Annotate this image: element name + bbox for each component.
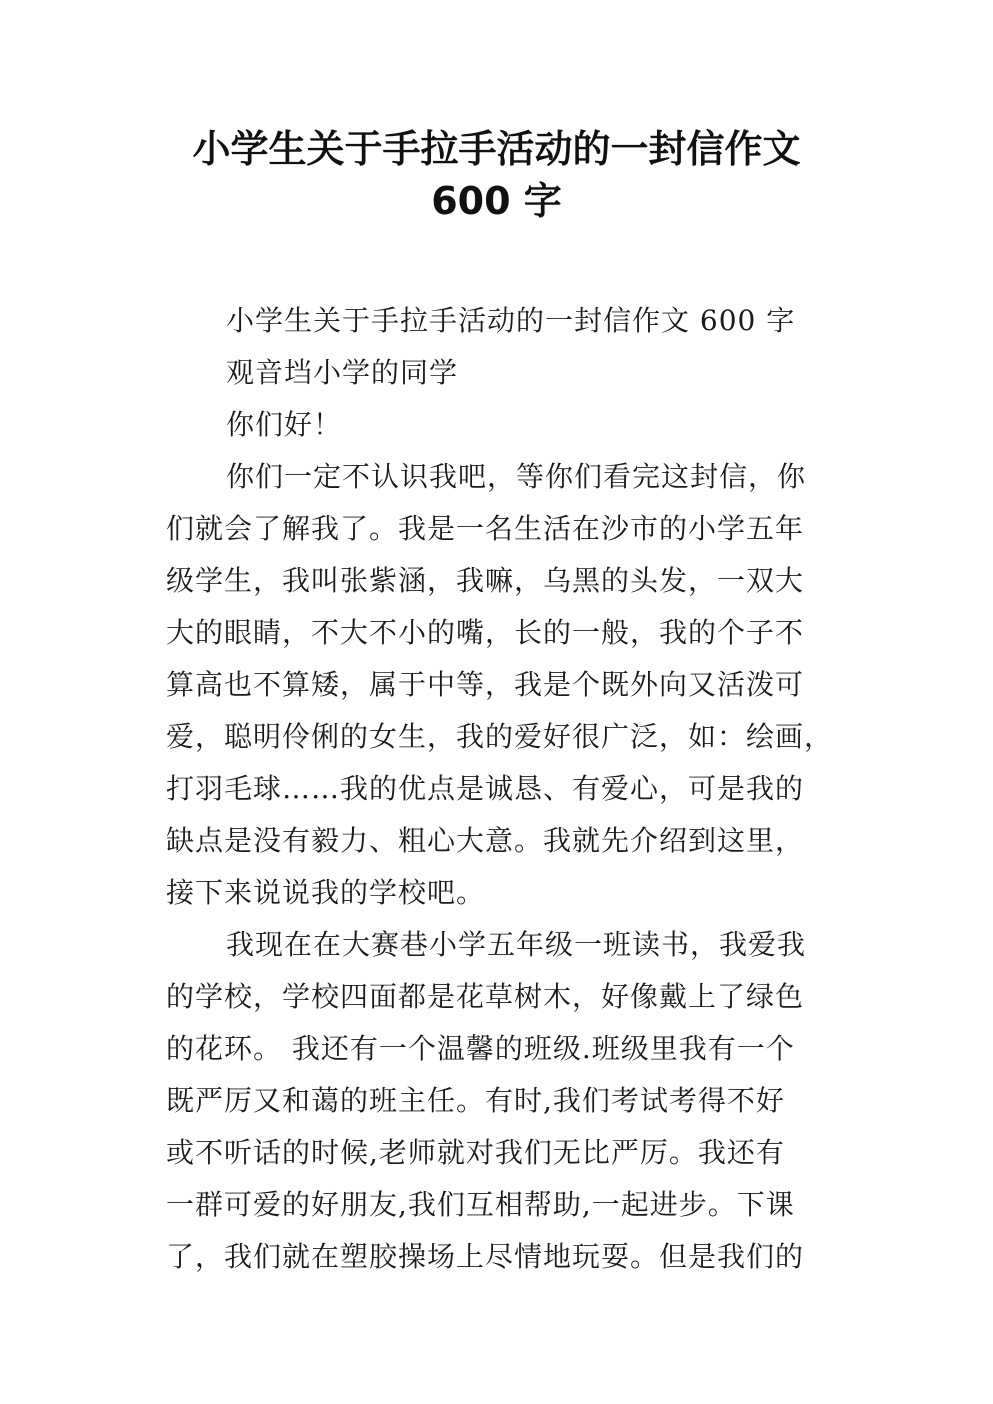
paragraph-line: 或不听话的时候,老师就对我们无比严厉。我还有 <box>166 1136 785 1169</box>
paragraph-line: 的学校，学校四面都是花草树木，好像戴上了绿色 <box>166 980 805 1013</box>
paragraph-line: 大的眼睛，不大不小的嘴，长的一般，我的个子不 <box>166 616 805 649</box>
paragraph-line: 级学生，我叫张紫涵，我嘛，乌黑的头发，一双大 <box>166 564 805 597</box>
paragraph-line: 了，我们就在塑胶操场上尽情地玩耍。但是我们的 <box>166 1240 805 1273</box>
paragraph-line: 一群可爱的好朋友,我们互相帮助,一起进步。下课 <box>166 1188 795 1221</box>
paragraph-line: 既严厉又和蔼的班主任。有时,我们考试考得不好 <box>166 1084 785 1117</box>
paragraph-line: 的花环。 我还有一个温馨的班级.班级里我有一个 <box>166 1032 795 1065</box>
paragraph-line: 爱，聪明伶俐的女生，我的爱好很广泛，如：绘画， <box>166 720 834 753</box>
paragraph-line: 们就会了解我了。我是一名生活在沙市的小学五年 <box>166 512 805 545</box>
paragraph-line: 算高也不算矮，属于中等，我是个既外向又活泼可 <box>166 668 805 701</box>
salutation-recipient: 观音垱小学的同学 <box>226 356 459 389</box>
paragraph-line: 接下来说说我的学校吧。 <box>166 876 486 909</box>
heading-line: 小学生关于手拉手活动的一封信作文 600 字 <box>226 304 796 337</box>
paragraph-line: 缺点是没有毅力、粗心大意。我就先介绍到这里， <box>166 824 805 857</box>
document-title-line-2: 600 字 <box>431 179 562 223</box>
document-title-line-1: 小学生关于手拉手活动的一封信作文 <box>192 127 801 171</box>
paragraph-line: 打羽毛球……我的优点是诚恳、有爱心，可是我的 <box>166 772 805 805</box>
paragraph-line: 你们一定不认识我吧，等你们看完这封信，你 <box>226 460 807 493</box>
paragraph-line: 我现在在大赛巷小学五年级一班读书，我爱我 <box>226 928 807 961</box>
greeting-line: 你们好！ <box>226 408 343 441</box>
